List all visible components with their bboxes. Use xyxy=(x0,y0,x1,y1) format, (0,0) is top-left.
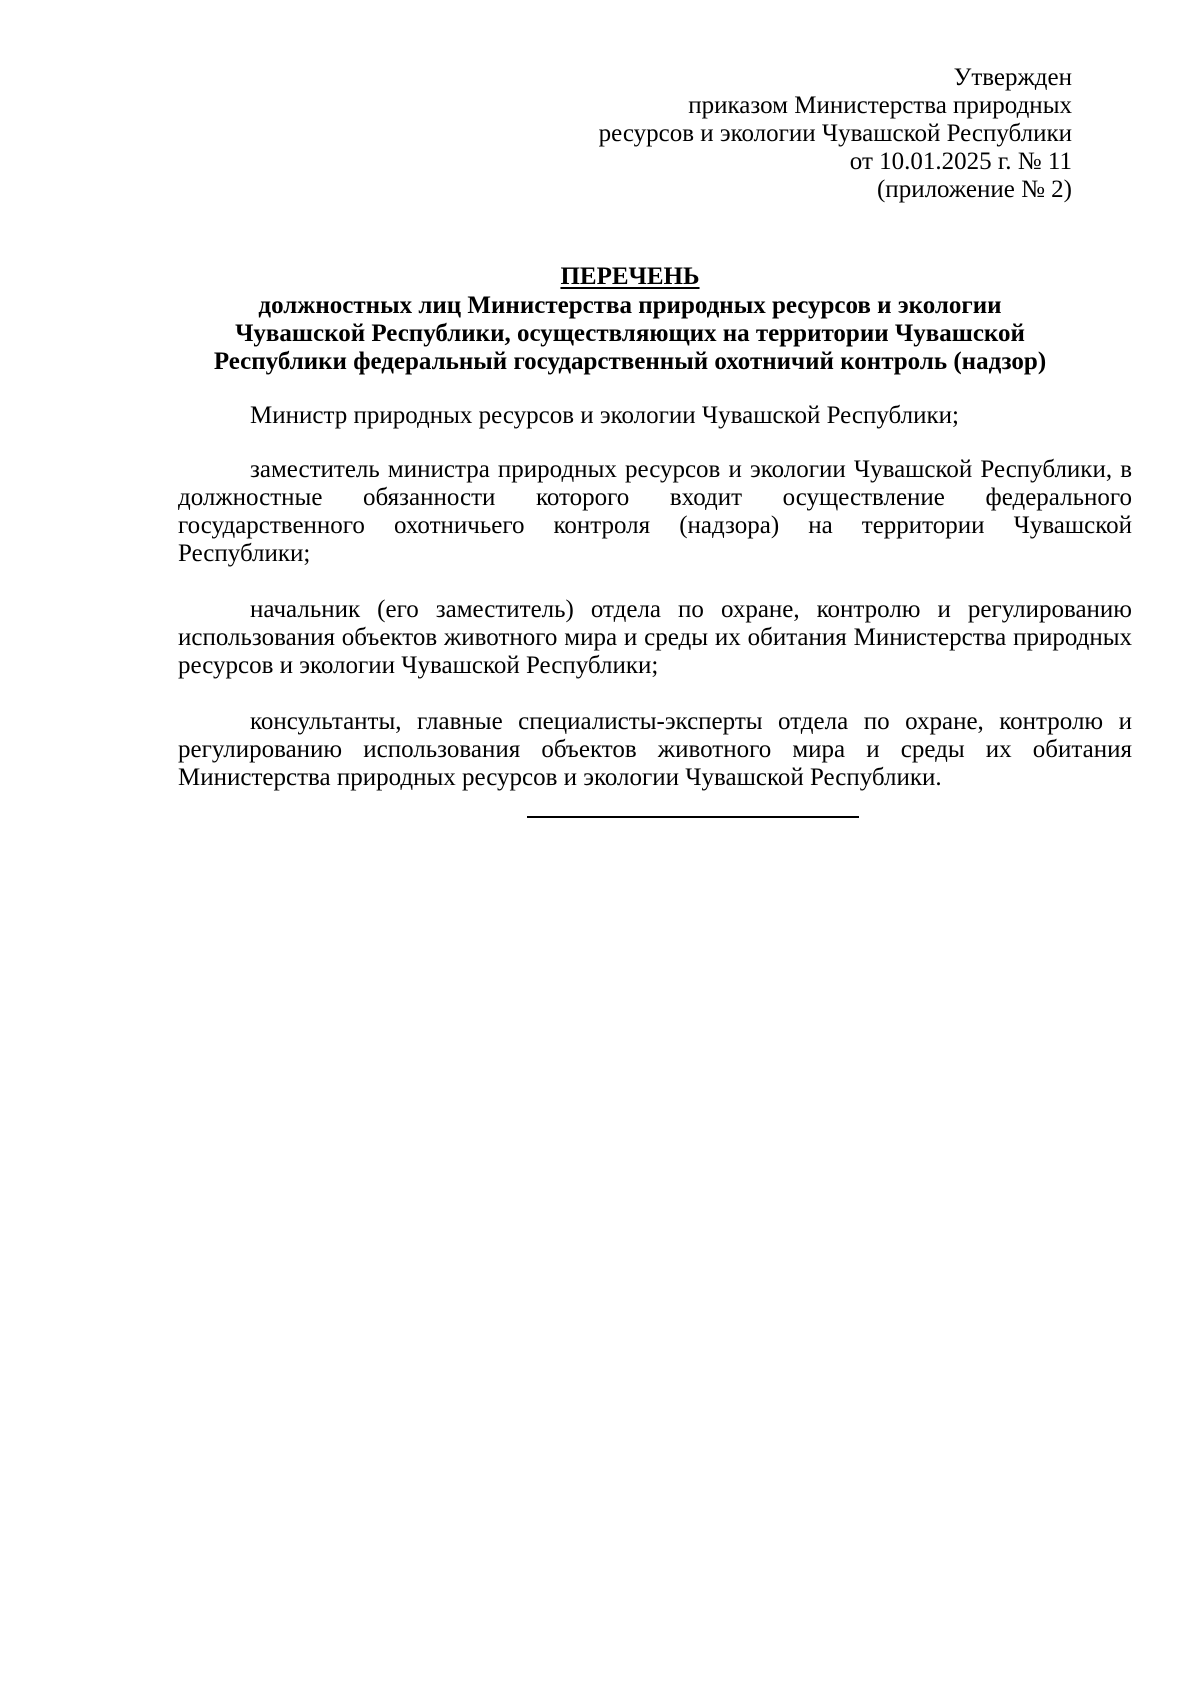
approval-line-ministry: ресурсов и экологии Чувашской Республики xyxy=(598,120,1072,147)
list-item-minister: Министр природных ресурсов и экологии Чувашской Республики; xyxy=(250,402,959,429)
list-item-department-head: начальник (его заместитель) отдела по охране, контролю и регулированию использования объектов животного мира и среды их обитания Министерства природных ресурсов и экологии Чувашской Республики; xyxy=(178,596,1132,679)
document-title xyxy=(170,262,1090,376)
approval-stamp xyxy=(599,64,1072,204)
approval-line-appendix: (приложение № 2) xyxy=(876,176,1072,203)
list-item-consultants: консультанты, главные специалисты-эксперты отдела по охране, контролю и регулированию использования объектов животного мира и среды их обитания Министерства природных ресурсов и экологии Чувашской Республики. xyxy=(178,708,1132,791)
end-divider xyxy=(527,816,859,818)
approval-line-date-number: от 10.01.2025 г. № 11 xyxy=(849,148,1072,175)
list-item-deputy-minister: заместитель министра природных ресурсов и экологии Чувашской Республики, в должностные обязанности которого входит осуществление федерального государственного охотничьего контроля (надзора) на территории Чувашской Республики; xyxy=(178,456,1132,567)
approval-line-approved: Утвержден xyxy=(953,64,1072,91)
document-body xyxy=(178,402,1132,820)
approval-line-order: приказом Министерства природных xyxy=(688,92,1072,119)
title-subtitle-line-2: Чувашской Республики, осуществляющих на территории Чувашской xyxy=(235,320,1025,347)
title-subtitle-line-3: Республики федеральный государственный охотничий контроль (надзор) xyxy=(213,348,1047,375)
title-main: ПЕРЕЧЕНЬ xyxy=(560,263,700,290)
title-subtitle-line-1: должностных лиц Министерства природных ресурсов и экологии xyxy=(258,292,1002,319)
